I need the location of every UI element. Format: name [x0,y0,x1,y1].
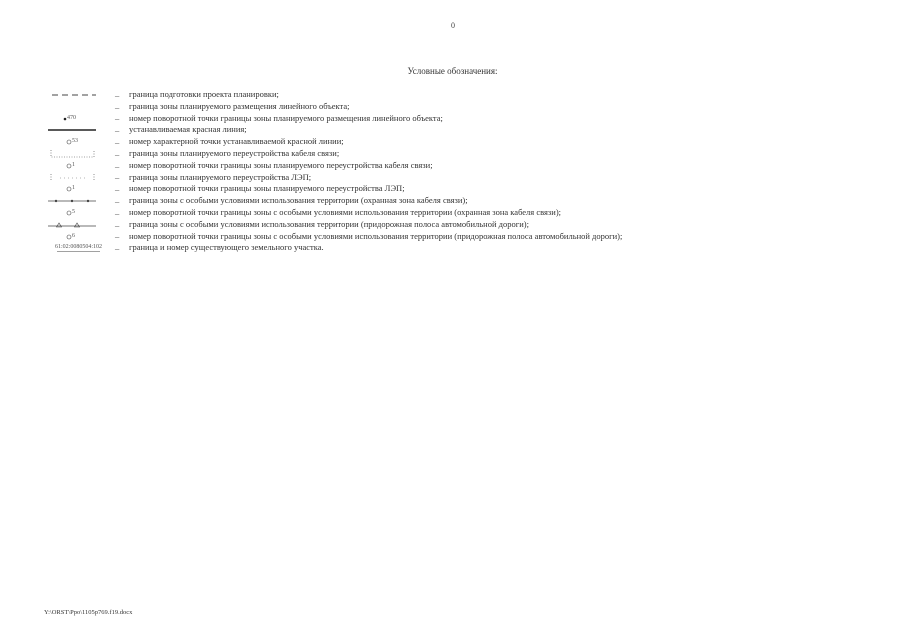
legend-row [40,124,800,136]
legend-description: номер поворотной точки границы зоны планируемого переустройства ЛЭП; [129,183,405,194]
legend-dash: – [115,219,120,230]
legend-description: граница зоны с особыми условиями использования территории (охранная зона кабеля связи); [129,195,468,206]
legend-description: граница зоны с особыми условиями использования территории (придорожная полоса автомобильной дороги); [129,218,529,229]
legend-symbol-circle-number [40,183,100,195]
legend-symbol-dot-number [40,113,100,125]
legend-symbol-label: 1 [72,161,75,168]
legend-symbol-line-dots [40,195,100,207]
legend-row [40,89,800,101]
legend-dash: – [115,113,120,124]
file-path-footer: Y:\ORST\Ppo\1105p769.f19.docx [44,609,133,616]
legend-row [40,183,800,195]
legend-symbol-graphic [40,160,100,172]
legend-row [40,136,800,148]
legend-symbol-graphic [40,207,100,219]
legend-symbol-dashed-line [40,89,100,101]
legend-dash: – [115,196,120,207]
legend-description: граница зоны планируемого переустройства кабеля связи; [129,147,340,158]
legend-row [40,242,800,254]
legend-row [40,219,800,231]
legend-dash: – [115,207,120,218]
legend-symbol-line-triangles [40,219,100,231]
legend-symbol-graphic [40,124,100,136]
legend-symbol-circle-number [40,160,100,172]
legend-dash: – [115,160,120,171]
legend-symbol-graphic [40,89,100,101]
legend-symbol-cadastral [40,242,100,254]
legend-symbol-dotted-bracket-thin [40,172,100,184]
legend-dash: – [115,243,120,254]
legend-dash: – [115,101,120,112]
legend-row [40,113,800,125]
legend-row [40,195,800,207]
legend-symbol-dotted-bracket [40,148,100,160]
legend-row [40,172,800,184]
legend-symbol-none [40,101,100,113]
legend-symbol-circle-number [40,231,100,243]
legend-row [40,231,800,243]
legend-symbol-label: 1 [72,185,75,192]
legend-description: номер поворотной точки границы зоны с особыми условиями использования территории (придорожная полоса автомобильной дороги); [129,230,623,241]
legend-symbol-graphic [40,231,100,243]
legend-row [40,160,800,172]
legend-description: устанавливаемая красная линия; [129,124,247,135]
legend-dash: – [115,89,120,100]
legend-symbol-circle-number [40,207,100,219]
legend-symbol-graphic [40,172,100,184]
legend-description: граница зоны планируемого переустройства ЛЭП; [129,171,312,182]
legend-description: номер характерной точки устанавливаемой красной линии; [129,136,344,147]
legend-dash: – [115,172,120,183]
legend-row [40,101,800,113]
legend-description: номер поворотной точки границы зоны с особыми условиями использования территории (охранная зона кабеля связи); [129,206,562,217]
legend-dash: – [115,184,120,195]
legend-row [40,207,800,219]
legend-symbol-label: 6 [72,232,75,239]
legend-symbol-graphic [40,183,100,195]
legend-description: граница зоны планируемого размещения линейного объекта; [129,100,350,111]
legend-symbol-graphic [40,148,100,160]
legend-symbol-graphic [40,219,100,231]
legend-symbol-graphic [40,101,100,113]
legend-list [40,89,800,254]
legend-description: граница и номер существующего земельного участка. [129,242,324,253]
page-number: 0 [451,21,455,30]
legend-symbol-label: 470 [67,114,76,121]
legend-description: номер поворотной точки границы зоны планируемого размещения линейного объекта; [129,112,443,123]
legend-symbol-graphic [40,136,100,148]
legend-dash: – [115,125,120,136]
legend-description: граница подготовки проекта планировки; [129,89,279,99]
legend-symbol-label: 5 [72,208,75,215]
legend-row [40,148,800,160]
legend-title: Условные обозначения: [407,66,498,76]
legend-dash: – [115,148,120,159]
legend-dash: – [115,231,120,242]
legend-symbol-circle-number [40,136,100,148]
legend-symbol-graphic [40,195,100,207]
legend-symbol-label: 61:02:0080504:102 [54,244,102,251]
legend-dash: – [115,137,120,148]
legend-symbol-solid-line [40,124,100,136]
legend-symbol-label: 53 [72,138,78,145]
legend-description: номер поворотной точки границы зоны планируемого переустройства кабеля связи; [129,159,433,170]
